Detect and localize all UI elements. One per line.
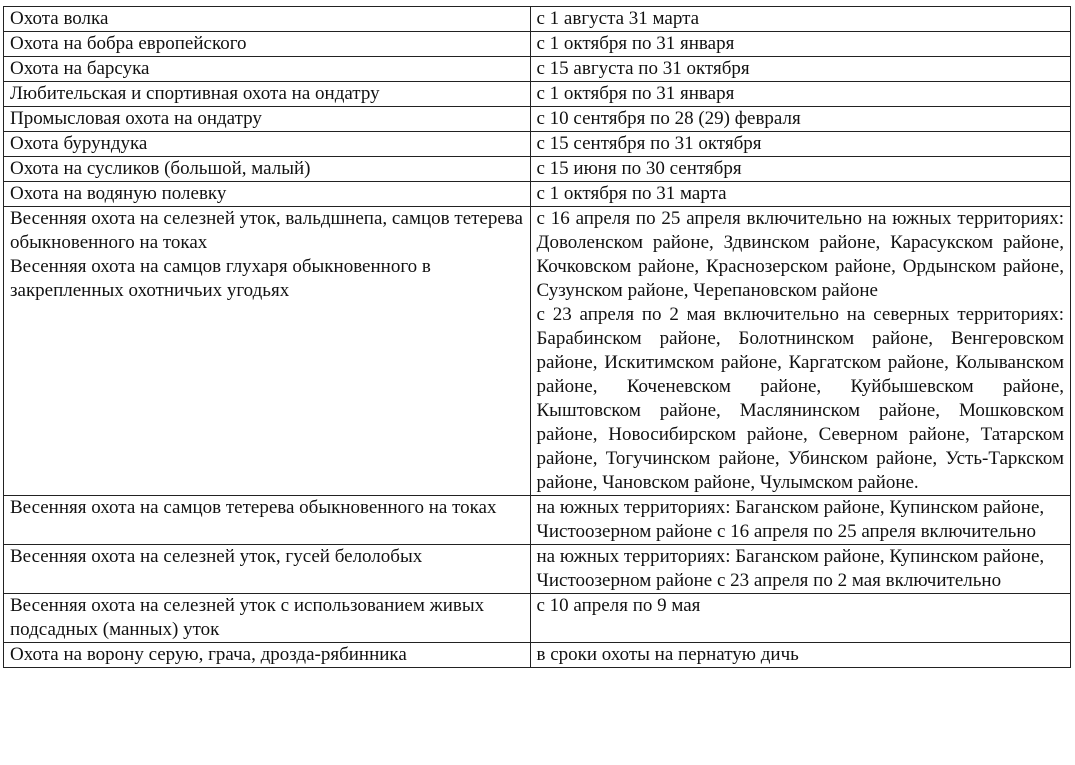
period-text: с 15 сентября по 31 октября (536, 133, 762, 154)
table-row (4, 643, 1071, 668)
period-cell (530, 132, 1071, 157)
table-row (4, 545, 1071, 594)
period-cell (530, 107, 1071, 132)
period-text: с 1 августа 31 марта (536, 8, 700, 29)
species-cell (4, 643, 531, 668)
species-cell (4, 182, 531, 207)
period-text: с 10 апреля по 9 мая (536, 595, 701, 616)
period-text: в сроки охоты на пернатую дичь (536, 644, 799, 665)
species-cell (4, 157, 531, 182)
table-row (4, 107, 1071, 132)
species-cell (4, 132, 531, 157)
table-row (4, 157, 1071, 182)
period-cell (530, 594, 1071, 643)
period-cell (530, 643, 1071, 668)
species-cell (4, 7, 531, 32)
species-cell (4, 32, 531, 57)
species-text: Весенняя охота на селезней уток, вальдшнепа, самцов тетерева обыкновенного на токах (10, 208, 523, 253)
table-row (4, 57, 1071, 82)
table-row (4, 496, 1071, 545)
species-text: Охота на барсука (10, 58, 150, 79)
species-cell (4, 57, 531, 82)
species-text: Весенняя охота на самцов глухаря обыкновенного в закрепленных охотничьих угодьях (10, 256, 431, 301)
species-text: Охота на сусликов (большой, малый) (10, 158, 311, 179)
period-text: на южных территориях: Баганском районе, Купинском районе, Чистоозерном районе с 16 апреля по 25 апреля включительно (536, 497, 1045, 542)
species-cell (4, 82, 531, 107)
table-row (4, 594, 1071, 643)
period-cell (530, 207, 1071, 496)
period-text: с 15 июня по 30 сентября (536, 158, 742, 179)
species-cell (4, 545, 531, 594)
period-text: с 1 октября по 31 января (536, 33, 735, 54)
period-cell (530, 496, 1071, 545)
species-cell (4, 594, 531, 643)
period-text: на южных территориях: Баганском районе, Купинском районе, Чистоозерном районе с 23 апреля по 2 мая включительно (536, 546, 1045, 591)
period-text: с 1 октября по 31 января (536, 83, 735, 104)
table-row (4, 207, 1071, 496)
species-text: Промысловая охота на ондатру (10, 108, 262, 129)
species-cell (4, 496, 531, 545)
period-cell (530, 32, 1071, 57)
period-text: с 10 сентября по 28 (29) февраля (536, 108, 801, 129)
table-row (4, 82, 1071, 107)
period-cell (530, 57, 1071, 82)
hunting-seasons-table (3, 6, 1071, 668)
period-cell (530, 182, 1071, 207)
period-cell (530, 545, 1071, 594)
table-row (4, 32, 1071, 57)
table-row (4, 7, 1071, 32)
period-text: с 23 апреля по 2 мая включительно на северных территориях: Барабинском районе, Болотнинском районе, Венгеровском районе, Искитимском районе, Каргатском районе, Колыванском районе, Коченевском районе, Куйбышевском районе, Кыштовском районе, Маслянинском районе, Мошковском районе, Новосибирском районе, Северном районе, Татарском районе, Тогучинском районе, Убинском районе, Усть-Таркском районе, Чановском районе, Чулымском районе. (536, 304, 1064, 493)
species-text: Весенняя охота на селезней уток, гусей белолобых (10, 546, 423, 567)
period-cell (530, 7, 1071, 32)
species-text: Охота на бобра европейского (10, 33, 247, 54)
period-text: с 1 октября по 31 марта (536, 183, 727, 204)
species-text: Весенняя охота на самцов тетерева обыкновенного на токах (10, 497, 497, 518)
species-text: Охота бурундука (10, 133, 148, 154)
table-row (4, 132, 1071, 157)
species-cell (4, 207, 531, 496)
species-text: Весенняя охота на селезней уток с использованием живых подсадных (манных) уток (10, 595, 485, 640)
species-text: Любительская и спортивная охота на ондатру (10, 83, 380, 104)
period-text: с 15 августа по 31 октября (536, 58, 750, 79)
table-row (4, 182, 1071, 207)
species-text: Охота на водяную полевку (10, 183, 227, 204)
species-text: Охота волка (10, 8, 109, 29)
period-cell (530, 157, 1071, 182)
species-cell (4, 107, 531, 132)
species-text: Охота на ворону серую, грача, дрозда-рябинника (10, 644, 407, 665)
period-cell (530, 82, 1071, 107)
period-text: с 16 апреля по 25 апреля включительно на южных территориях: Доволенском районе, Здвинском районе, Карасукском районе, Кочковском районе, Краснозерском районе, Ордынском районе, Сузунском районе, Черепановском районе (536, 208, 1064, 301)
